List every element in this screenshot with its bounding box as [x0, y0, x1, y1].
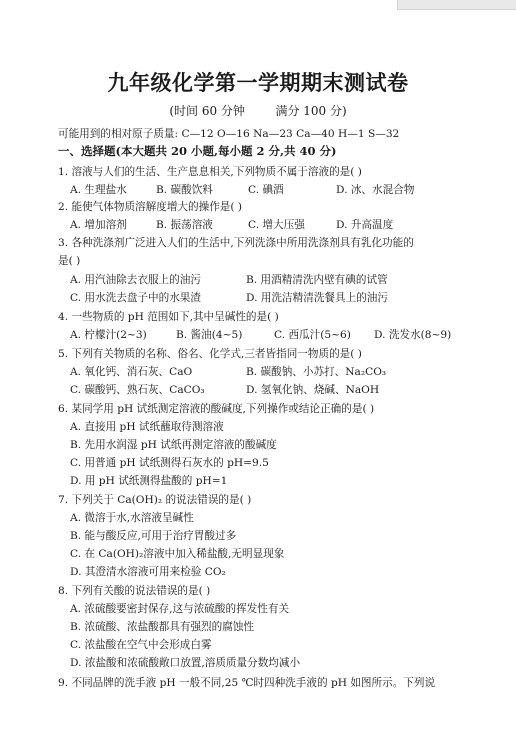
q2-option-c: C. 增大压强	[248, 219, 305, 231]
q1-option-b: B. 碳酸饮料	[156, 184, 213, 196]
q2-option-a: A. 增加溶剂	[70, 219, 127, 231]
q1-option-a: A. 生理盐水	[70, 184, 127, 196]
q4-option-b: B. 酱油(4~5)	[176, 329, 243, 341]
q3-option-a: A. 用汽油除去衣服上的油污	[70, 274, 201, 286]
exam-time-score: (时间 60 分钟 满分 100 分)	[169, 104, 347, 118]
q2-option-d: D. 升高温度	[336, 219, 394, 231]
q5-option-a: A. 氧化钙、消石灰、CaO	[70, 366, 193, 378]
q1-option-d: D. 冰、水混合物	[336, 184, 415, 196]
q2-option-b: B. 振荡溶液	[156, 219, 213, 231]
q8-option-d: D. 浓盐酸和浓硫酸敞口放置,溶质质量分数均减小	[70, 657, 301, 669]
q7-option-a: A. 微溶于水,水溶液呈碱性	[70, 512, 194, 524]
question-7-stem: 7. 下列关于 Ca(OH)₂ 的说法错误的是( )	[58, 494, 252, 506]
question-5-stem: 5. 下列有关物质的名称、俗名、化学式,三者皆指同一物质的是( )	[58, 348, 362, 360]
question-9-stem: 9. 不同品牌的洗手液 pH 一般不同,25 ℃时四种洗手液的 pH 如图所示。下列说	[58, 677, 436, 689]
q3-option-c: C. 用水洗去盘子中的水果渣	[70, 292, 201, 304]
q4-option-d: D. 洗发水(8~9)	[374, 329, 452, 341]
question-3-stem-cont: 是( )	[58, 255, 81, 267]
q6-option-b: B. 先用水润湿 pH 试纸再测定溶液的酸碱度	[70, 439, 277, 451]
question-8-stem: 8. 下列有关酸的说法错误的是( )	[58, 585, 211, 597]
q7-option-b: B. 能与酸反应,可用于治疗胃酸过多	[70, 530, 237, 542]
question-4-stem: 4. 一些物质的 pH 范围如下,其中呈碱性的是( )	[58, 311, 279, 323]
q5-option-d: D. 氢氧化钠、烧碱、NaOH	[246, 384, 380, 396]
q1-option-c: C. 碘酒	[248, 184, 284, 196]
q5-option-b: B. 碳酸钠、小苏打、Na₂CO₃	[246, 366, 387, 378]
atomic-masses-line: 可能用到的相对原子质量: C—12 O—16 Na—23 Ca—40 H—1 S—32	[58, 128, 400, 140]
q5-option-c: C. 碳酸钙、熟石灰、CaCO₃	[70, 384, 205, 396]
q8-option-c: C. 浓盐酸在空气中会形成白雾	[70, 639, 212, 651]
top-right-page-edge	[397, 0, 516, 10]
question-2-stem: 2. 能使气体物质溶解度增大的操作是( )	[58, 201, 243, 213]
q7-option-d: D. 其澄清水溶液可用来检验 CO₂	[70, 566, 226, 578]
exam-title: 九年级化学第一学期期末测试卷	[107, 70, 409, 95]
q6-option-d: D. 用 pH 试纸测得盐酸的 pH=1	[70, 475, 228, 487]
q8-option-b: B. 浓硫酸、浓盐酸都具有强烈的腐蚀性	[70, 621, 255, 633]
question-3-stem: 3. 各种洗涤剂广泛进入人们的生活中,下列洗涤中所用洗涤剂具有乳化功能的	[58, 237, 414, 249]
q3-option-d: D. 用洗洁精清洗餐具上的油污	[246, 292, 388, 304]
q6-option-a: A. 直接用 pH 试纸蘸取待测溶液	[70, 421, 224, 433]
question-6-stem: 6. 某同学用 pH 试纸测定溶液的酸碱度,下列操作或结论正确的是( )	[58, 403, 375, 415]
q7-option-c: C. 在 Ca(OH)₂溶液中加入稀盐酸,无明显现象	[70, 548, 285, 560]
q8-option-a: A. 浓硫酸要密封保存,这与浓硫酸的挥发性有关	[70, 603, 290, 615]
q4-option-c: C. 西瓜汁(5~6)	[274, 329, 351, 341]
q6-option-c: C. 用普通 pH 试纸测得石灰水的 pH=9.5	[70, 457, 269, 469]
section-heading: 一、选择题(本大题共 20 小题,每小题 2 分,共 40 分)	[58, 144, 337, 158]
question-1-stem: 1. 溶液与人们的生活、生产息息相关,下列物质不属于溶液的是( )	[58, 166, 362, 178]
q3-option-b: B. 用酒精清洗内壁有碘的试管	[246, 274, 388, 286]
q4-option-a: A. 柠檬汁(2~3)	[70, 329, 147, 341]
